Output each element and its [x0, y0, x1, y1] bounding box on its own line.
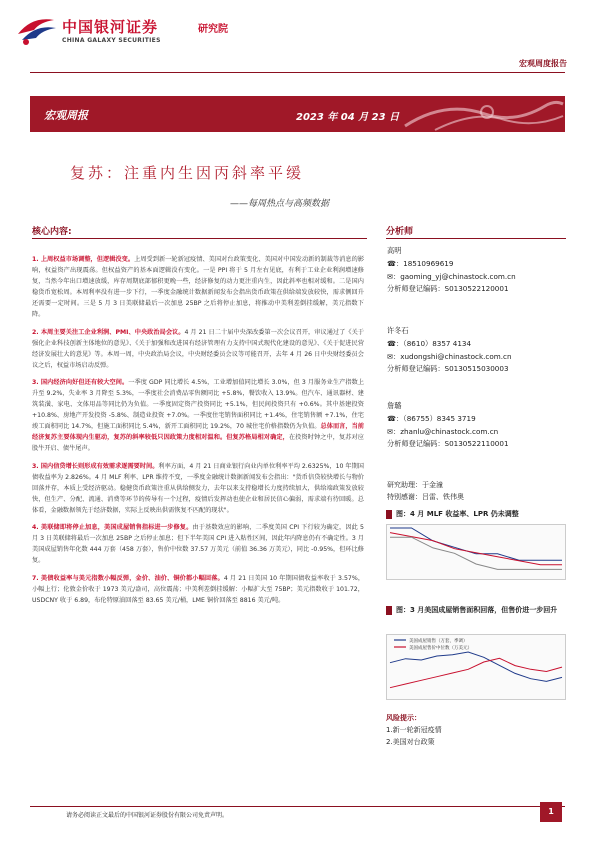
risk-warning [386, 712, 566, 748]
analyst-phone: ☎：（86755）8345 3719 [387, 413, 476, 423]
special-thanks: 特别感谢：吕雷、铁伟奥 [387, 493, 464, 501]
paragraph-4: 3. 国内信贷增长则形成有效需求逐需要时间。利率方面，4 月 21 日商业银行向业内单位利率平均 2.6325%，10 年期国债收益率为 2.826%。4 月 MLF 利率、LPR 维持不变，一季度金融统计数据新闻发布会指出："货币信贷较快增长与物价回落并存，本质上受经济驱动。稳健货币政策注重从供给侧发力，去年以来支持稳增长力度持续加大，供给端政策发放较快，但生产、分配、流通、消费等环节的传导有一个过程，疫情后发挥动也使企业和居民信心偏弱，需求端有待回暖。总体看，金融数据领先于经济数据，实际上反映出供需恢复不匹配的现状"。 [32, 462, 364, 514]
risk-heading: 风险提示： [386, 714, 421, 722]
footer-divider [30, 806, 565, 807]
header-divider [30, 72, 565, 73]
analyst-email[interactable]: ✉：zhanlu@chinastock.com.cn [387, 426, 499, 436]
risk-item-1: 1.新一轮新冠疫情 [386, 726, 442, 734]
disclaimer-text: 请务必阅读正文最后的中国银河证券股份有限公司免责声明。 [66, 812, 229, 819]
analyst-card-2 [387, 325, 567, 376]
figure-1-title: 图：4 月 MLF 收益率、LPR 仍未调整 [386, 509, 519, 519]
right-section-divider [386, 238, 566, 239]
analyst-license: 分析师登记编码：S0130522120001 [387, 284, 509, 294]
decorative-swirl-icon [395, 96, 565, 132]
page-number: 1 [540, 802, 562, 822]
paragraph-6: 7. 美债收益率与美元指数小幅反弹，金价、油价、铜价都小幅回落。4 月 21 日美国 10 年期国债收益率收于 3.57%，小幅上行；伦敦金价收于 1973 美元/盎司，高位震荡；中美利差倒挂缓解：小幅扩大至 75BP；美元指数收于 101.72，USDCNY 收于 6.89，布伦特原油回落至 83.65 美元/桶，LME 铜价回落至 8816 美元/吨。 [32, 574, 365, 604]
chart-frame [387, 635, 566, 700]
brand-name: 中国银河证券 [62, 18, 159, 36]
figure-1-chart [386, 524, 566, 580]
company-logo-icon [14, 14, 60, 48]
analyst-license: 分析师登记编码：S0130522110001 [387, 439, 509, 449]
paragraph-5: 4. 美联储即将停止加息，美国成屋销售指标进一步修复。由于基数效应的影响，二季度美国 CPI 下行较为确定，因此 5 月 3 日美联储将最后一次加息 25BP 之后停止加息；但下半年美国 CPI 进入粘性区间，因此年内降息仍有不确定性。3 月美国成屋销售年化数 444 万套（458 万套），售价中位数 37.57 万美元（前值 36.36 万美元），同比 -0.95%，但环比修复。 [32, 524, 364, 564]
paragraph-3: 3. 国内经济向好但还有较大空间。一季度 GDP 同比增长 4.5%，工业增加值同比增长 3.0%，但 3 月服务业生产指数上升至 9.2%，失业率 3 月降至 5.3%，一季度社会消费品零售额同比 +5.8%，餐饮收入 13.9%。但汽车、通讯器材、建筑装潢、家电、文体用品等同比仍为负值。一季度固定资产投资同比 +5.1%，但民间投资只有 +0.6%。其中基建投资 +10.8%、房地产开发投资 -5.8%、制造业投资 +7.0%。一季度住宅销售面积同比 +1.4%，住宅销售额 +7.1%，住宅竣工面积同比 14.7%，但施工面积同比 5.4%，新开工面积同比 19.2%，70 城住宅价格指数仍为负值。总体而言，当前经济复苏主要体现内生驱动，复苏的斜率较低只因政策力度相对温和。但复苏格局相对确定，在投资时钟之中，复苏对应股牛开启、债牛尾声。 [32, 379, 365, 452]
chart-frame [387, 525, 566, 580]
analyst-heading: 分析师 [386, 227, 414, 237]
analyst-email[interactable]: ✉：xudongshi@chinastock.com.cn [387, 351, 512, 361]
paragraph-2: 2. 本周主要关注工企业利润、PMI、中央政治局会议。4 月 21 日二十届中央深改委第一次会议召开，审议通过了《关于强化企业科技创新主体地位的意见》、《关于加强和改进国有经济管理有力支持中国式现代化建设的意见》、《关于促进民营经济发展壮大的意见》等。本周一周，中央政治局会议，中央财经委员会议等可能召开，去年 4 月 26 日中央财经委员会议之后，权益市场启动反弹。 [32, 328, 364, 369]
core-content-heading: 核心内容: [32, 227, 72, 237]
analyst-email[interactable]: ✉：gaoming_yj@chinastock.com.cn [387, 271, 516, 281]
paragraph-1: 1. 上周权益市场调整，但逻辑没变。上周受到新一轮新冠疫情、美国对台政策变化、美国对中国发动新的制裁等消息的影响，权益资产出现震荡。但权益资产的基本面逻辑没有变化。一是 PPI 将于 5 月左右见底，有利于工业企业利润增速修复，当然今年出口增速放缓，库存周期底部郁积更晚一些，经济修复的动力更注重内生，因此斜率也相对缓和。二是国内稳货币宽松周。本周利率没有进一步下行，一季度金融统计数据新闻发布会指出货币政策在供给端发放较快，需求侧回升还需要一定时间。三是 5 月 3 日美联储最后一次加息 25BP 之后将停止加息，将推动中美利差倒挂缓解，美元指数下降。 [32, 256, 365, 318]
analyst-name: 高明 [387, 246, 402, 255]
research-assistant: 研究助理：于金潼 [387, 481, 443, 489]
analyst-name: 詹璐 [387, 401, 402, 410]
brand-name-english: CHINA GALAXY SECURITIES [62, 37, 161, 44]
report-subtitle: ——每周热点与高频数据 [230, 199, 330, 209]
research-assistants [387, 479, 567, 503]
brand-suffix: 研究院 [198, 24, 228, 35]
analyst-card-3 [387, 400, 567, 451]
legend-label-1: 美国成屋销售（万套，季调） [409, 639, 468, 644]
figure-2-chart [386, 634, 566, 700]
analyst-name: 许冬石 [387, 326, 409, 335]
figure-2-title: 图：3 月美国成屋销售面积回落，但售价进一步回升 [386, 604, 566, 616]
report-banner [30, 96, 565, 132]
analyst-license: 分析师登记编码：S0130515030003 [387, 364, 509, 374]
analyst-phone: ☎：18510969619 [387, 258, 454, 268]
core-content-body [32, 254, 364, 612]
risk-item-2: 2.美国对台政策 [386, 738, 435, 746]
report-date: 2023 年 04 月 23 日 [296, 112, 400, 123]
legend-label-2: 美国成屋售价中位数（万美元） [409, 646, 472, 651]
banner-title: 宏观周报 [44, 109, 88, 122]
analyst-phone: ☎：（8610）8357 4134 [387, 338, 472, 348]
report-type: 宏观周度报告 [519, 59, 567, 68]
left-section-divider [32, 238, 367, 239]
analyst-card-1 [387, 245, 567, 296]
report-main-title: 复苏：注重内生因丙斜率平缓 [70, 164, 305, 182]
